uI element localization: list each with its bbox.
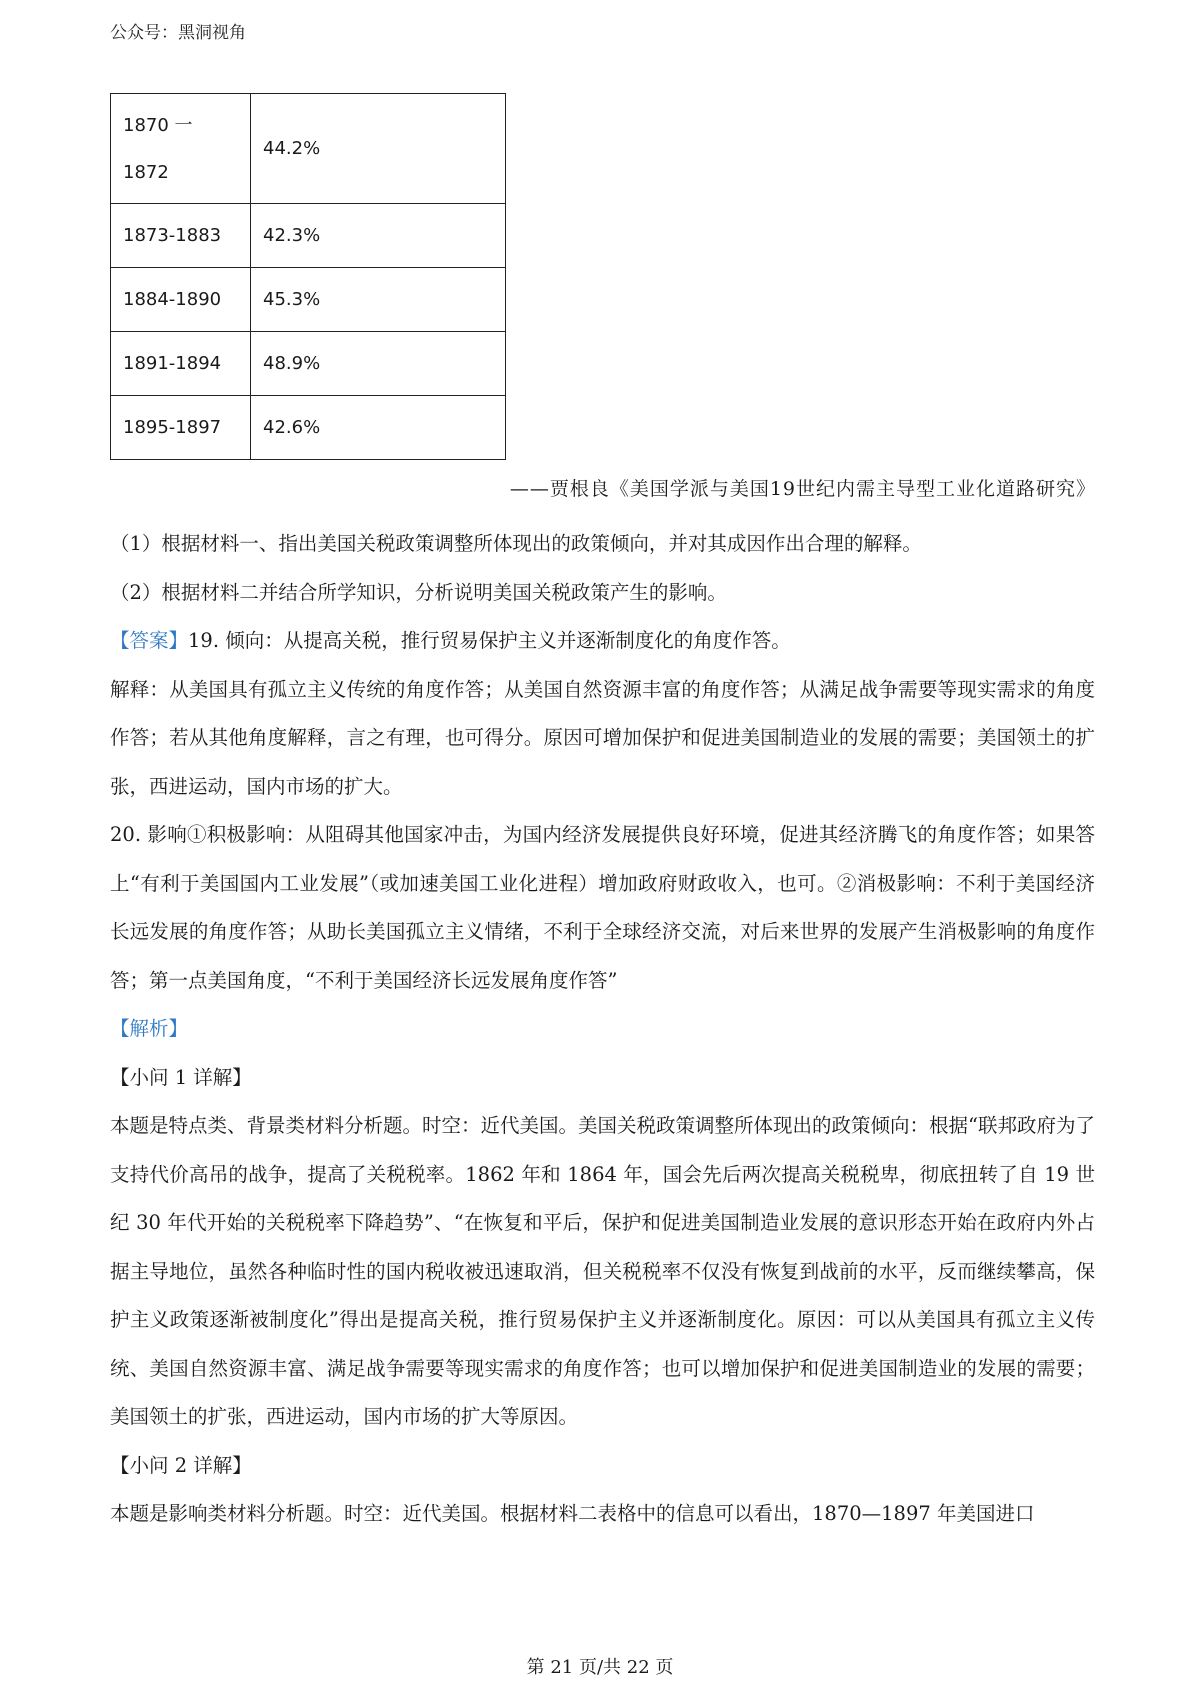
sub-question-2-text: 本题是影响类材料分析题。时空：近代美国。根据材料二表格中的信息可以看出，1870—1897 年美国进口 (110, 1502, 1035, 1525)
tariff-table (110, 93, 506, 460)
sub-question-2-heading: 【小问 2 详解】 (110, 1453, 252, 1477)
period-line-2: 1872 (123, 161, 169, 183)
period-cell: 1873-1883 (111, 204, 251, 268)
question-2: （2）根据材料二并结合所学知识，分析说明美国关税政策产生的影响。 (110, 580, 727, 604)
analysis-tag: 【解析】 (110, 1017, 189, 1040)
period-cell: 1884-1890 (111, 268, 251, 332)
table-row (111, 268, 506, 332)
rate-cell: 42.3% (251, 204, 506, 268)
period-cell: 1891-1894 (111, 332, 251, 396)
rate-cell: 44.2% (251, 94, 506, 204)
period-cell: 1895-1897 (111, 396, 251, 460)
rate-cell: 45.3% (251, 268, 506, 332)
table-row (111, 332, 506, 396)
answer-explanation: 解释：从美国具有孤立主义传统的角度作答；从美国自然资源丰富的角度作答；从满足战争需要等现实需求的角度作答；若从其他角度解释，言之有理，也可得分。原因可增加保护和促进美国制造业的发展的需要；美国领土的扩张，西进运动，国内市场的扩大。 (110, 677, 1095, 798)
page-number: 第 21 页/共 22 页 (526, 1657, 674, 1678)
answer-19 (110, 617, 1095, 666)
period-line-1: 1870 一 (123, 114, 193, 136)
answer-19-text: 19. 倾向：从提高关税，推行贸易保护主义并逐渐制度化的角度作答。 (188, 629, 791, 652)
table-row (111, 396, 506, 460)
table-row (111, 204, 506, 268)
answer-20: 20. 影响①积极影响：从阻碍其他国家冲击，为国内经济发展提供良好环境，促进其经济腾飞的角度作答；如果答上“有利于美国国内工业发展”（或加速美国工业化进程）增加政府财政收入，也可。②消极影响：不利于美国经济长远发展的角度作答；从助长美国孤立主义情绪，不利于全球经济交流，对后来世界的发展产生消极影响的角度作答；第一点美国角度，“不利于美国经济长远发展角度作答” (110, 823, 1095, 992)
content-body (110, 520, 1095, 1539)
table-row (111, 94, 506, 204)
sub-question-1-heading: 【小问 1 详解】 (110, 1065, 252, 1089)
question-1: （1）根据材料一、指出美国关税政策调整所体现出的政策倾向，并对其成因作出合理的解释。 (110, 532, 922, 555)
source-citation: ——贾根良《美国学派与美国19世纪内需主导型工业化道路研究》 (509, 478, 1096, 500)
header-text: 公众号：黑洞视角 (110, 23, 246, 43)
period-cell (111, 94, 251, 204)
sub-question-1-text: 本题是特点类、背景类材料分析题。时空：近代美国。美国关税政策调整所体现出的政策倾向：根据“联邦政府为了支持代价高吊的战争，提高了关税税率。1862 年和 1864 年，国会先后两次提高关税税卑，彻底扭转了自 19 世纪 30 年代开始的关税税率下降趋势”、“在恢复和平后，保护和促进美国制造业发展的意识形态开始在政府内外占据主导地位，虽然各种临时性的国内税收被迅速取消，但关税税率不仅没有恢复到战前的水平，反而继续攀高，保护主义政策逐渐被制度化”得出是提高关税，推行贸易保护主义并逐渐制度化。原因：可以从美国具有孤立主义传统、美国自然资源丰富、满足战争需要等现实需求的角度作答；也可以增加保护和促进美国制造业的发展的需要；美国领土的扩张，西进运动，国内市场的扩大等原因。 (110, 1114, 1095, 1428)
rate-cell: 42.6% (251, 396, 506, 460)
answer-tag: 【答案】 (110, 629, 189, 652)
rate-cell: 48.9% (251, 332, 506, 396)
